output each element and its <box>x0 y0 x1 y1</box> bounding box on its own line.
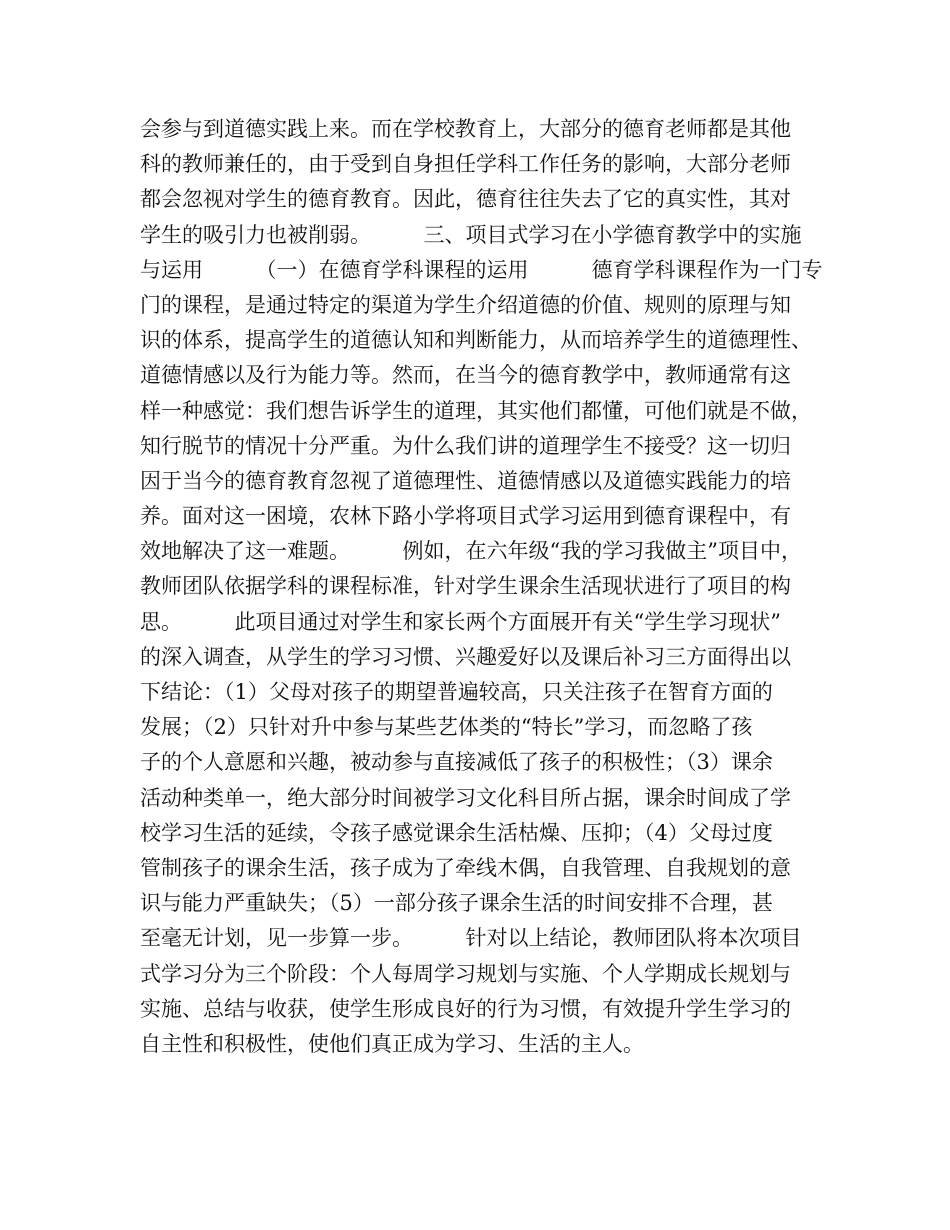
text-line: 知行脱节的情况十分严重。为什么我们讲的道理学生不接受？这一切归 <box>140 433 791 458</box>
text-line: 会参与到道德实践上来。而在学校教育上，大部分的德育老师都是其他 <box>140 117 791 141</box>
text-line: 与运用 （一）在德育学科课程的运用 德育学科课程作为一门专 <box>140 257 823 282</box>
text-line: 管制孩子的课余生活，孩子成为了牵线木偶，自我管理、自我规划的意 <box>140 855 791 880</box>
text-line: 至毫无计划，见一步算一步。 针对以上结论，教师团队将本次项目 <box>140 926 802 951</box>
text-line: 活动种类单一，绝大部分时间被学习文化科目所占据，课余时间成了学 <box>140 785 791 810</box>
text-line: 式学习分为三个阶段：个人每周学习规划与实施、个人学期成长规划与 <box>140 961 791 986</box>
text-line: 子的个人意愿和兴趣，被动参与直接减低了孩子的积极性；（3）课余 <box>140 750 773 775</box>
text-line: 教师团队依据学科的课程标准，针对学生课余生活现状进行了项目的构 <box>140 574 791 599</box>
text-line: 识与能力严重缺失；（5）一部分孩子课余生活的时间安排不合理，甚 <box>140 891 773 916</box>
text-line: 效地解决了这一难题。 例如，在六年级“我的学习我做主”项目中， <box>140 539 802 564</box>
text-line: 识的体系，提高学生的道德认知和判断能力，从而培养学生的道德理性、 <box>140 328 812 353</box>
text-line: 自主性和积极性，使他们真正成为学习、生活的主人。 <box>140 1031 644 1056</box>
text-line: 养。面对这一困境，农林下路小学将项目式学习运用到德育课程中，有 <box>140 504 791 529</box>
body-text <box>140 112 840 1062</box>
text-line: 实施、总结与收获，使学生形成良好的行为习惯，有效提升学生学习的 <box>140 996 791 1021</box>
text-line: 学生的吸引力也被削弱。 三、项目式学习在小学德育教学中的实施 <box>140 222 802 247</box>
text-line: 因于当今的德育教育忽视了道德理性、道德情感以及道德实践能力的培 <box>140 468 791 493</box>
text-line: 的深入调查，从学生的学习习惯、兴趣爱好以及课后补习三方面得出以 <box>140 644 791 669</box>
text-line: 道德情感以及行为能力等。然而，在当今的德育教学中，教师通常有这 <box>140 363 791 388</box>
text-line: 下结论：（1）父母对孩子的期望普遍较高，只关注孩子在智育方面的 <box>140 680 773 704</box>
text-line: 样一种感觉：我们想告诉学生的道理，其实他们都懂，可他们就是不做， <box>140 398 812 423</box>
text-line: 都会忽视对学生的德育教育。因此，德育往往失去了它的真实性，其对 <box>140 187 791 212</box>
text-line: 发展；（2）只针对升中参与某些艺体类的“特长”学习，而忽略了孩 <box>140 715 753 740</box>
text-line: 科的教师兼任的，由于受到自身担任学科工作任务的影响，大部分老师 <box>140 152 791 177</box>
text-line: 校学习生活的延续，令孩子感觉课余生活枯燥、压抑；（4）父母过度 <box>140 820 773 845</box>
text-line: 门的课程，是通过特定的渠道为学生介绍道德的价值、规则的原理与知 <box>140 292 791 317</box>
text-line: 思。 此项目通过对学生和家长两个方面展开有关“学生学习现状” <box>140 609 781 634</box>
